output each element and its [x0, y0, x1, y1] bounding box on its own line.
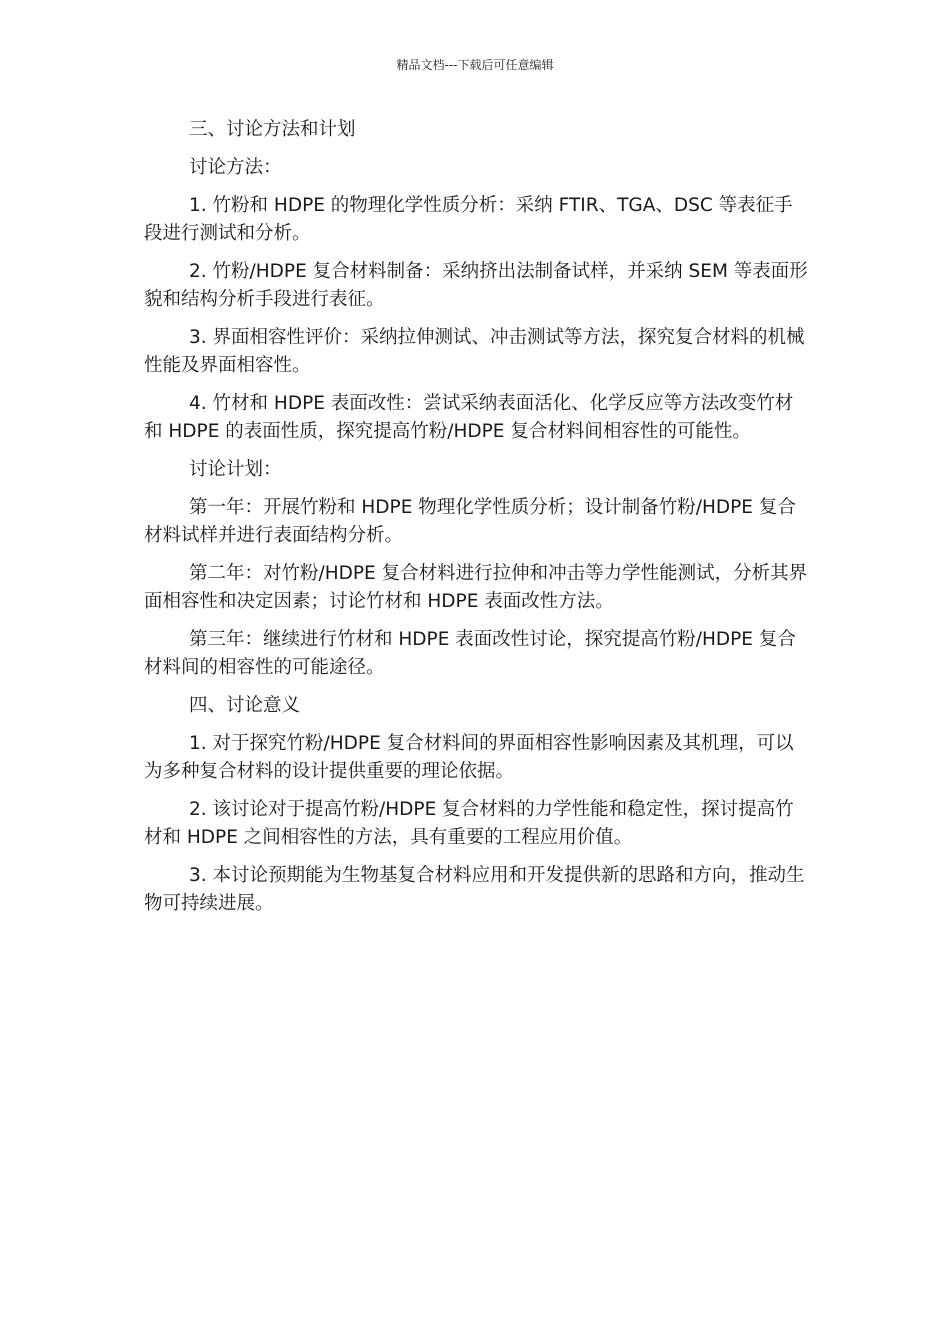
method-item-2: 2. 竹粉/HDPE 复合材料制备：采纳挤出法制备试样，并采纳 SEM 等表面形貌和结构分析手段进行表征。 — [144, 261, 808, 310]
section-4-title: 四、讨论意义 — [189, 695, 301, 716]
significance-item-3: 3. 本讨论预期能为生物基复合材料应用和开发提供新的思路和方向，推动生物可持续进展。 — [144, 865, 805, 914]
method-item-1: 1. 竹粉和 HDPE 的物理化学性质分析：采纳 FTIR、TGA、DSC 等表征手段进行测试和分析。 — [144, 195, 793, 244]
plan-year-2: 第二年：对竹粉/HDPE 复合材料进行拉伸和冲击等力学性能测试，分析其界面相容性和决定因素；讨论竹材和 HDPE 表面改性方法。 — [144, 563, 808, 612]
method-item-4: 4. 竹材和 HDPE 表面改性：尝试采纳表面活化、化学反应等方法改变竹材和 HDPE 的表面性质，探究提高竹粉/HDPE 复合材料间相容性的可能性。 — [144, 393, 794, 442]
document-body — [144, 116, 810, 928]
section-3-title: 三、讨论方法和计划 — [189, 119, 356, 140]
plan-label: 讨论计划： — [189, 459, 282, 480]
methods-label: 讨论方法： — [189, 157, 282, 178]
plan-year-1: 第一年：开展竹粉和 HDPE 物理化学性质分析；设计制备竹粉/HDPE 复合材料试样并进行表面结构分析。 — [144, 497, 796, 546]
page-header: 精品文档---下载后可任意编辑 — [396, 58, 554, 72]
significance-item-2: 2. 该讨论对于提高竹粉/HDPE 复合材料的力学性能和稳定性，探讨提高竹材和 HDPE 之间相容性的方法，具有重要的工程应用价值。 — [144, 799, 794, 848]
plan-year-3: 第三年：继续进行竹材和 HDPE 表面改性讨论，探究提高竹粉/HDPE 复合材料间的相容性的可能途径。 — [144, 629, 796, 678]
significance-item-1: 1. 对于探究竹粉/HDPE 复合材料间的界面相容性影响因素及其机理，可以为多种复合材料的设计提供重要的理论依据。 — [144, 733, 794, 782]
method-item-3: 3. 界面相容性评价：采纳拉伸测试、冲击测试等方法，探究复合材料的机械性能及界面相容性。 — [144, 327, 805, 376]
